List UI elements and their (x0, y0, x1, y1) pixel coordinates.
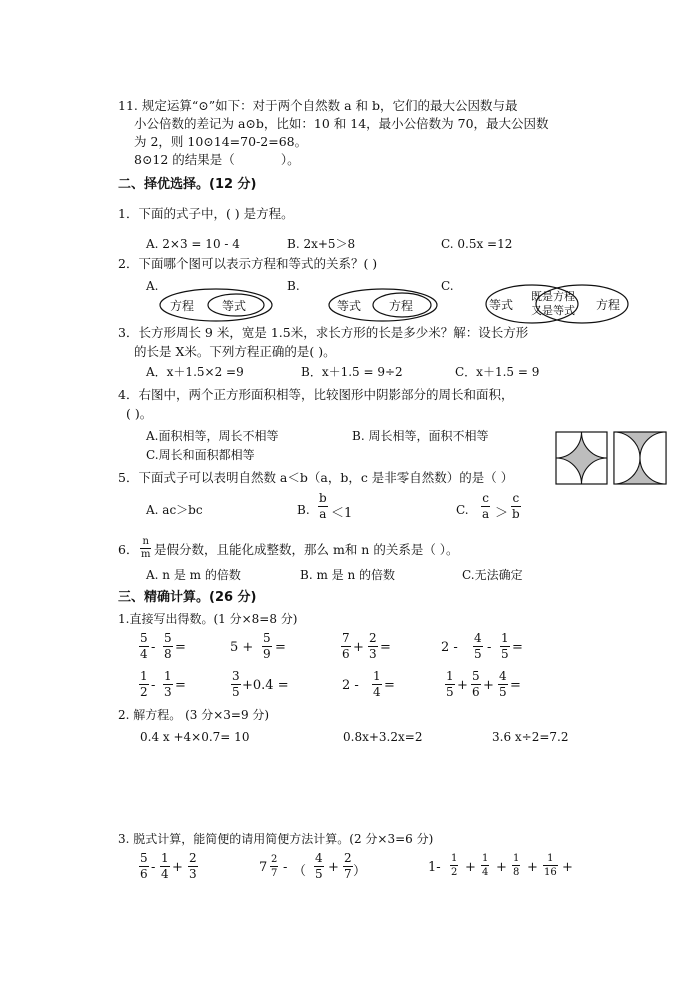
calc-r2-frac-4 (372, 670, 382, 699)
calc-r2-op-5: + (483, 678, 494, 693)
calc-r1-frac-1 (139, 632, 149, 661)
calc-r2-frac-1 (139, 670, 149, 699)
calc-r2-frac-6 (471, 670, 481, 699)
fraction-denominator: 5 (232, 685, 240, 699)
fraction-denominator: 16 (544, 867, 557, 878)
s3-part2-title: 2. 解方程。 (3 分×3=9 分) (118, 708, 270, 722)
fraction-denominator: 7 (344, 867, 352, 881)
s2-q6-prefix: 6． (118, 542, 139, 557)
equation-3[interactable]: 3.6 x÷2=7.2 (492, 730, 569, 744)
calc-r1-op-5: - (487, 640, 492, 655)
fraction-numerator: c (512, 491, 520, 505)
fraction-denominator: 5 (474, 647, 482, 661)
s2-q4-stem-1: 4．右图中，两个正方形面积相等，比较图形中阴影部分的周长和面积， (118, 387, 514, 402)
square-figures (555, 431, 668, 487)
fraction-denominator: 6 (140, 867, 148, 881)
s2-q5-option-a[interactable]: A. ac＞bc (146, 503, 203, 517)
calc-r1-eq-1[interactable]: = (175, 640, 186, 655)
fraction-denominator: m (141, 549, 151, 560)
fraction-bar (512, 865, 520, 866)
fraction-numerator: 2 (369, 631, 377, 645)
s2-q2-label-a: A. (146, 279, 159, 293)
fraction-bar (450, 865, 458, 866)
step-1-op-1: - (151, 860, 156, 875)
fraction-denominator: 5 (446, 685, 454, 699)
calc-r2-frac-3 (231, 670, 241, 699)
s2-q5-option-b-label[interactable]: B. (297, 503, 310, 517)
calc-r1-frac-6 (473, 632, 483, 661)
calc-r2-eq-3[interactable]: = (384, 678, 395, 693)
step-2-frac-1 (270, 854, 278, 879)
fraction-denominator: 6 (342, 647, 350, 661)
s2-q4-stem-2: ( )。 (126, 406, 153, 421)
s2-q2-stem: 2．下面哪个图可以表示方程和等式的关系？( ) (118, 256, 378, 271)
venn-b-inner-label: 方程 (389, 299, 414, 313)
step-3-frac-2 (481, 853, 489, 878)
s2-q6-stem: 是假分数，且能化成整数，那么 m和 n 的关系是（ ）。 (154, 542, 459, 557)
calc-r2-op-1: - (151, 678, 156, 693)
step-1-frac-1 (139, 852, 149, 881)
s2-q5-option-c-label[interactable]: C. (456, 503, 469, 517)
step-1-frac-3 (188, 852, 198, 881)
fraction-denominator: 2 (451, 867, 458, 878)
s3-part3-title: 3. 脱式计算，能简便的请用简便方法计算。(2 分×3=6 分) (118, 832, 434, 846)
equation-1[interactable]: 0.4 x +4×0.7= 10 (140, 730, 250, 744)
calc-r1-frac-4 (341, 632, 351, 661)
step-3-frac-3 (512, 853, 520, 878)
fraction-numerator: b (319, 491, 327, 505)
s2-q4-option-c[interactable]: C.周长和面积都相等 (146, 448, 255, 462)
fraction-denominator: 2 (140, 685, 148, 699)
s2-q3-option-a[interactable]: A．x＋1.5×2 =9 (146, 365, 244, 379)
fraction-denominator: 5 (315, 867, 323, 881)
fraction-denominator: 5 (499, 685, 507, 699)
fraction-numerator: 1 (161, 851, 169, 865)
s2-q3-option-c[interactable]: C．x＋1.5 = 9 (455, 365, 540, 379)
fraction-denominator: 8 (513, 867, 520, 878)
q11-line4 (134, 151, 300, 168)
step-2-open-paren: （ (293, 864, 307, 879)
fraction-numerator: 1 (451, 853, 458, 864)
calc-r1-op-4: 2 - (441, 640, 458, 655)
venn-c-left-label: 等式 (489, 298, 514, 312)
fraction-numerator: 1 (501, 631, 509, 645)
step-2-frac-3 (343, 852, 353, 881)
step-2-close-paren: ） (353, 864, 367, 879)
s2-q5-c-operator: ＞ (495, 506, 509, 521)
square-figure-left (556, 432, 607, 484)
fraction-numerator: 1 (446, 669, 454, 683)
step-3-op-4: + (562, 860, 573, 875)
venn-diagram-b[interactable] (327, 287, 443, 323)
calc-r1-frac-7 (500, 632, 510, 661)
calc-r2-frac-5 (445, 670, 455, 699)
fraction-denominator: 4 (482, 867, 489, 878)
venn-diagram-a[interactable] (158, 287, 278, 323)
s2-q1-option-c[interactable]: C. 0.5x =12 (441, 237, 513, 251)
q11-line4-b: ）。 (280, 152, 300, 167)
section2-title: 二、择优选择。(12 分) (118, 177, 257, 192)
s2-q5-stem: 5．下面式子可以表明自然数 a＜b（a，b，c 是非零自然数）的是（ ） (118, 470, 514, 485)
calc-r2-frac-7 (498, 670, 508, 699)
fraction-numerator: 1 (373, 669, 381, 683)
step-3-frac-4 (543, 853, 558, 878)
step-3-frac-1 (450, 853, 458, 878)
step-2-whole: 7 (259, 860, 268, 875)
venn-b-outer-label: 等式 (337, 299, 362, 313)
fraction-denominator: a (319, 507, 327, 521)
step-2-frac-2 (314, 852, 324, 881)
s2-q5-b-fraction (318, 492, 328, 521)
fraction-numerator: 5 (263, 631, 271, 645)
s2-q2-label-b: B. (287, 279, 300, 293)
fraction-numerator: 2 (344, 851, 352, 865)
s2-q6-option-b[interactable]: B. m 是 n 的倍数 (300, 568, 395, 582)
fraction-denominator: 3 (164, 685, 172, 699)
fraction-denominator: 8 (164, 647, 172, 661)
step-1-frac-2 (160, 852, 170, 881)
calc-r2-op-2[interactable]: +0.4 = (242, 678, 289, 693)
calc-r1-frac-5 (368, 632, 378, 661)
s3-part1-title: 1.直接写出得数。(1 分×8=8 分) (118, 612, 298, 626)
s2-q4-option-a[interactable]: A.面积相等，周长不相等 (146, 429, 279, 443)
fraction-denominator: 9 (263, 647, 271, 661)
fraction-numerator: 4 (315, 851, 323, 865)
venn-diagram-c[interactable] (482, 281, 632, 327)
venn-c-right-label: 方程 (596, 298, 621, 312)
fraction-numerator: 4 (474, 631, 482, 645)
step-3-op-3: + (527, 860, 538, 875)
s2-q5-c-fraction-1 (481, 492, 490, 521)
calc-r2-eq-1[interactable]: = (175, 678, 186, 693)
fraction-denominator: 4 (373, 685, 381, 699)
fraction-numerator: 2 (271, 854, 278, 865)
s2-q6-option-c[interactable]: C.无法确定 (462, 568, 523, 582)
fraction-numerator: c (482, 491, 489, 505)
fraction-denominator: 5 (501, 647, 509, 661)
s2-q4-option-b[interactable]: B. 周长相等，面积不相等 (352, 429, 489, 443)
s2-q5-b-tail: ＜1 (331, 506, 353, 521)
fraction-numerator: 1 (164, 669, 172, 683)
fraction-numerator: 3 (232, 669, 240, 683)
fraction-bar (270, 866, 278, 867)
s2-q1-option-b[interactable]: B. 2x+5＞8 (287, 237, 356, 251)
s2-q3-option-b[interactable]: B．x＋1.5 = 9÷2 (301, 365, 403, 379)
q11-line1: 11. 规定运算“⊙”如下：对于两个自然数 a 和 b，它们的最大公因数与最 (118, 98, 518, 113)
calc-r1-eq-4[interactable]: = (512, 640, 523, 655)
calc-r2-op-3: 2 - (342, 678, 359, 693)
calc-r2-op-4: + (457, 678, 468, 693)
step-2-op-2: + (328, 860, 339, 875)
calc-r1-frac-2 (163, 632, 173, 661)
fraction-denominator: 6 (472, 685, 480, 699)
fraction-denominator: 3 (369, 647, 377, 661)
fraction-numerator: 1 (482, 853, 489, 864)
fraction-numerator: 5 (164, 631, 172, 645)
fraction-denominator: 7 (271, 868, 278, 879)
fraction-denominator: 4 (140, 647, 148, 661)
section3-title: 三、精确计算。(26 分) (118, 590, 257, 605)
fraction-numerator: 1 (547, 853, 554, 864)
s2-q2-label-c: C. (441, 279, 454, 293)
fraction-denominator: b (512, 507, 520, 521)
step-2-op-1: - (283, 860, 288, 875)
q11-line4-a: 8⊙12 的结果是（ (134, 152, 235, 167)
step-1-op-2: + (172, 860, 183, 875)
fraction-numerator: 5 (472, 669, 480, 683)
fraction-numerator: 1 (140, 669, 148, 683)
calc-r1-eq-2[interactable]: = (275, 640, 286, 655)
calc-r1-op-3: + (353, 640, 364, 655)
s2-q3-stem-2: 的长是 X米。下列方程正确的是( )。 (134, 344, 336, 359)
venn-a-inner-label: 等式 (222, 299, 247, 313)
fraction-numerator: 5 (140, 851, 148, 865)
fraction-bar (481, 865, 489, 866)
q11-line3: 为 2，则 10⊙14=70-2=68。 (134, 134, 308, 149)
q11-line2: 小公倍数的差记为 a⊙b，比如：10 和 14，最小公倍数为 70，最大公因数 (134, 116, 549, 131)
calc-r2-frac-2 (163, 670, 173, 699)
s2-q1-option-a[interactable]: A. 2×3 = 10 - 4 (146, 237, 240, 251)
venn-c-mid-label-2: 又是等式 (531, 304, 575, 317)
calc-r1-frac-3 (262, 632, 272, 661)
fraction-numerator: 7 (342, 631, 350, 645)
calc-r1-op-2: 5 + (230, 640, 254, 655)
fraction-numerator: n (142, 536, 149, 547)
s2-q1-stem: 1．下面的式子中，( ) 是方程。 (118, 206, 294, 221)
fraction-bar (543, 865, 558, 866)
fraction-numerator: 4 (499, 669, 507, 683)
s2-q3-stem-1: 3．长方形周长 9 米，宽是 1.5米，求长方形的长是多少米？解：设长方形 (118, 325, 529, 340)
venn-a-outer-label: 方程 (170, 299, 195, 313)
step-3-lead: 1- (428, 860, 441, 875)
fraction-numerator: 1 (513, 853, 520, 864)
step-3-op-2: + (496, 860, 507, 875)
fraction-numerator: 2 (189, 851, 197, 865)
equation-2[interactable]: 0.8x+3.2x=2 (343, 730, 423, 744)
calc-r1-eq-3[interactable]: = (380, 640, 391, 655)
s2-q5-c-fraction-2 (511, 492, 521, 521)
fraction-denominator: 4 (161, 867, 169, 881)
fraction-denominator: a (482, 507, 490, 521)
calc-r1-op-1: - (151, 640, 156, 655)
fraction-numerator: 5 (140, 631, 148, 645)
square-figure-right (614, 432, 666, 484)
s2-q6-fraction (140, 537, 151, 560)
step-3-op-1: + (465, 860, 476, 875)
s2-q6-option-a[interactable]: A. n 是 m 的倍数 (146, 568, 241, 582)
calc-r2-eq-4[interactable]: = (510, 678, 521, 693)
venn-c-mid-label-1: 既是方程 (531, 290, 575, 303)
fraction-denominator: 3 (189, 867, 197, 881)
